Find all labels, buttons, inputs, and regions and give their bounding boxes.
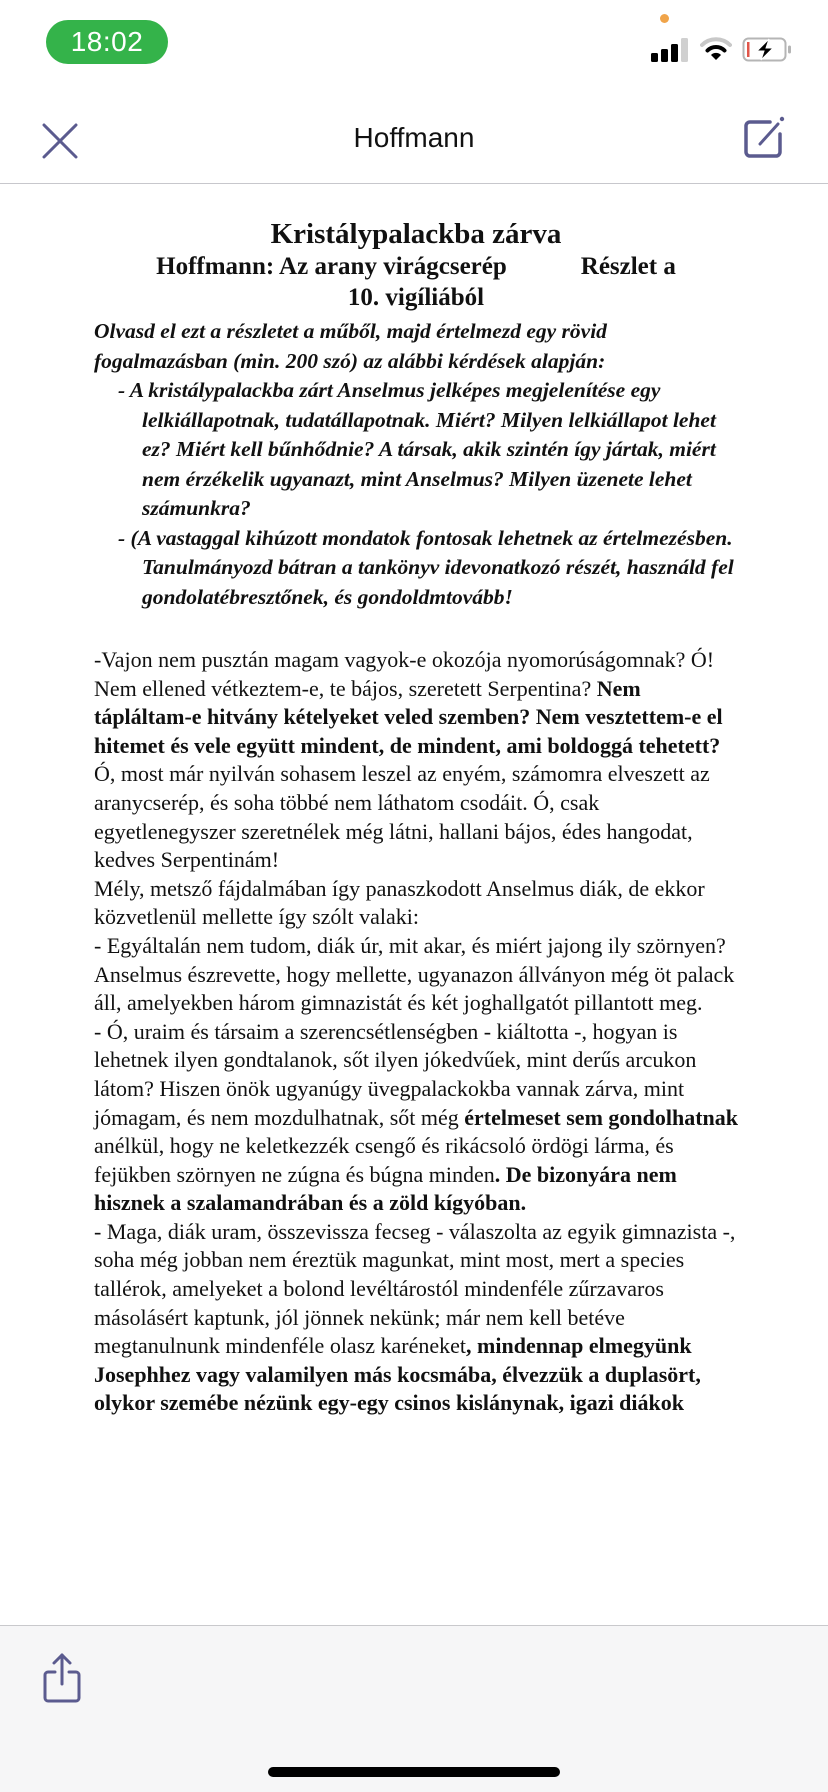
privacy-indicator-dot	[660, 14, 669, 23]
passage-bold-text: Nem tápláltam-e hitvány kételyeket veled szemben? Nem vesztettem-e el hitemet és vele együtt mindent, de mindent, ami boldoggá tehetett?	[94, 675, 723, 758]
instruction-bullet-2: - (A vastaggal kihúzott mondatok fontosak lehetnek az értelmezésben. Tanulmányozd bátran a tankönyv idevonatkozó részét, használd fel gondolatébresztőnek, és gondoldmtovább!	[118, 525, 734, 609]
passage-paragraph	[94, 646, 742, 875]
instruction-bullet-1: - A kristálypalackba zárt Anselmus jelképes megjelenítése egy lelkiállapotnak, tudatállapotnak. Miért? Milyen lelkiállapot lehet ez? Miért kell bűnhődnie? A társak, akik szintén így jártak, miért nem érzékelik ugyanazt, mint Anselmus? Milyen üzenete lehet számunkra?	[118, 378, 716, 520]
bottom-toolbar	[0, 1625, 828, 1792]
instructions-intro: Olvasd el ezt a részletet a műből, majd értelmezd egy rövid fogalmazásban (min. 200 szó) az alábbi kérdések alapján:	[94, 319, 607, 373]
nav-bar	[0, 90, 828, 184]
passage-paragraph	[94, 1018, 742, 1218]
passage-bold-text: , mindennap elmegyünk Josephhez vagy valamilyen más kocsmába, élvezzük a duplasört, olykor szemébe nézünk egy-egy csinos kislánynak, igazi diákok	[94, 1333, 701, 1416]
assignment-instructions	[94, 317, 736, 612]
passage-text: anélkül, hogy ne keletkezzék csengő és rikácsoló ördögi lárma, és fejükben szörnyen ne zúgna és búgna minden	[94, 1133, 674, 1187]
excerpt-passage	[94, 646, 742, 1418]
status-bar	[0, 0, 828, 90]
subtitle-work: Hoffmann: Az arany virágcserép	[156, 253, 507, 280]
share-icon[interactable]	[42, 1652, 82, 1704]
cellular-signal-icon	[651, 38, 691, 62]
document-page	[94, 217, 739, 1418]
passage-bold-text: . De bizonyára nem hisznek a szalamandrában és a zöld kígyóban.	[94, 1161, 677, 1216]
document-title: Kristálypalackba zárva	[270, 218, 562, 250]
status-time[interactable]: 18:02	[46, 20, 168, 64]
passage-text: - Maga, diák uram, összevissza fecseg - válaszolta az egyik gimnazista -, soha még jobban nem éreztük magunkat, mint most, mert a species tallérok, amelyeket a bolond levéltárostól mindenféle zűrzavaros másolásért kaptunk, jól jönnek nekünk; már nem kell betéve megtanulnunk mindenféle olasz karéneket	[94, 1218, 736, 1359]
passage-paragraph: Anselmus észrevette, hogy mellette, ugyanazon állványon még öt palack áll, amelyekben három gimnazistát és két joghallgatót pillantott meg.	[94, 961, 735, 1016]
battery-charging-icon	[742, 37, 792, 62]
passage-paragraph: - Egyáltalán nem tudom, diák úr, mit akar, és miért jajong ily szörnyen?	[94, 932, 726, 958]
subtitle-excerpt: Részlet a	[580, 253, 676, 280]
passage-text: - Ó, uraim és társaim a szerencsétlenségben - kiáltotta -, hogyan is lehetnek ilyen gondtalanok, sőt ilyen jókedvűek, mint derűs arcukon látom? Hiszen önök ugyanúgy üvegpalackokba vannak zárva, mint jómagam, és nem mozdulhatnak, sőt még	[94, 1018, 697, 1130]
wifi-icon	[700, 36, 732, 62]
passage-paragraph: Mély, metsző fájdalmában így panaszkodott Anselmus diák, de ekkor közvetlenül mellette így szólt valaki:	[94, 875, 705, 930]
passage-text: Ó, most már nyilván sohasem leszel az enyém, számomra elveszett az aranycserép, és soha többé nem láthatom csodáit. Ó, csak egyetlenegyszer szeretnélek még látni, hallani bájos, édes hangodat, kedves Serpentinám!	[94, 761, 710, 873]
passage-bold-text: értelmeset sem gondolhatnak	[464, 1104, 739, 1130]
passage-paragraph	[94, 1218, 742, 1418]
compose-icon[interactable]	[740, 114, 788, 162]
subtitle-chapter: 10. vigíliából	[347, 284, 485, 311]
document-viewer[interactable]	[0, 185, 828, 1625]
page-title: Hoffmann	[353, 122, 475, 153]
home-indicator[interactable]	[268, 1767, 560, 1777]
document-subtitle	[96, 251, 736, 313]
passage-text: -Vajon nem pusztán magam vagyok-e okozója nyomorúságomnak? Ó! Nem ellened vétkeztem-e, te bájos, szeretett Serpentina?	[94, 647, 715, 701]
